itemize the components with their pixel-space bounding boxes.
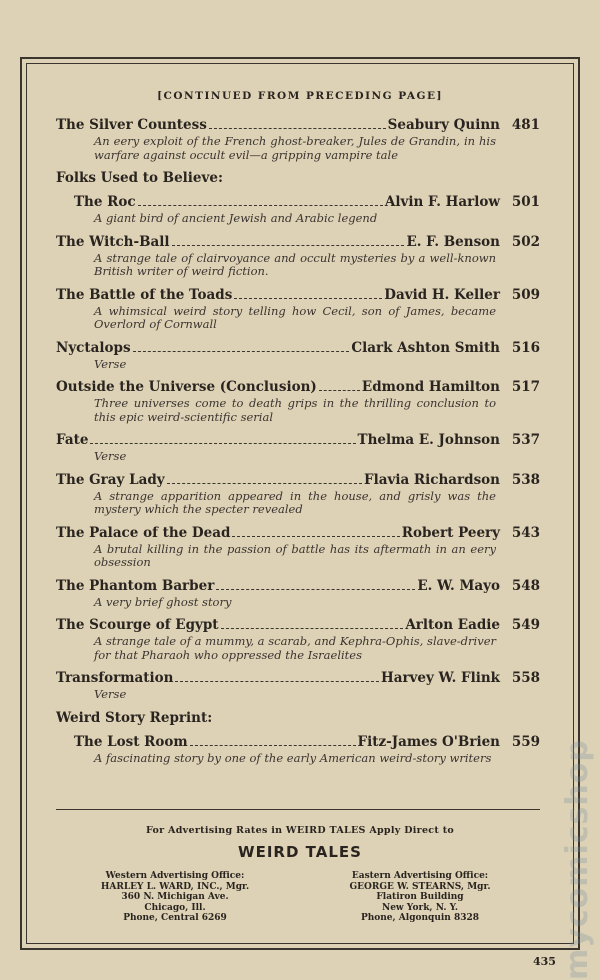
story-description: A fascinating story by one of the early American weird-story writers <box>94 750 492 765</box>
toc-entry <box>56 577 540 610</box>
story-author: Harvey W. Flink <box>380 670 500 686</box>
eastern-office-address: Flatiron Building <box>376 892 464 902</box>
dash-leader <box>172 244 405 246</box>
story-description: Verse <box>94 449 127 463</box>
story-author: Flavia Richardson <box>364 471 500 488</box>
dash-leader <box>232 535 399 537</box>
story-page-number: 517 <box>511 379 540 395</box>
story-page-number: 502 <box>511 233 540 250</box>
continued-label: [CONTINUED FROM PRECEDING PAGE] <box>157 90 443 102</box>
toc-entry-line <box>56 669 540 687</box>
story-page-number: 558 <box>511 670 540 686</box>
toc-entry-line <box>56 431 540 449</box>
story-page-number: 516 <box>511 339 540 356</box>
toc-entry <box>56 233 540 279</box>
toc-entry-line <box>56 616 540 634</box>
toc-entry-line <box>56 233 540 251</box>
story-title: The Palace of the Dead <box>56 524 231 541</box>
dash-leader <box>138 204 383 206</box>
story-description: A giant bird of ancient Jewish and Arabic legend <box>94 211 378 225</box>
toc-entry <box>56 524 540 570</box>
western-office <box>45 871 305 924</box>
toc-entry-line <box>56 339 540 357</box>
toc-entry-line <box>56 378 540 396</box>
toc-entry <box>56 339 540 372</box>
toc-entry <box>56 471 540 517</box>
toc-entry-line <box>56 524 540 542</box>
story-description: Verse <box>94 687 127 701</box>
toc-entry-line <box>56 471 540 489</box>
page-number: 435 <box>533 955 556 968</box>
story-author: Robert Peery <box>401 524 500 541</box>
advertising-line: For Advertising Rates in WEIRD TALES Apply Direct to <box>145 825 455 836</box>
story-page-number: 543 <box>511 524 540 541</box>
toc-entry-line <box>56 733 540 751</box>
table-of-contents <box>56 116 540 765</box>
story-page-number: 501 <box>511 194 540 210</box>
story-title: Nyctalops <box>56 339 131 356</box>
advertising-heading: WEIRD TALES <box>238 843 362 861</box>
dash-leader <box>209 127 386 129</box>
story-description: A strange apparition appeared in the house, and grisly was the mystery which the specter revealed <box>94 488 496 516</box>
story-author: Arlton Eadie <box>405 617 500 633</box>
eastern-office-label: Eastern Advertising Office: <box>351 871 489 881</box>
story-author: Thelma E. Johnson <box>357 432 500 448</box>
dash-leader <box>221 627 404 629</box>
toc-entry <box>56 733 540 766</box>
toc-entry-line <box>56 577 540 595</box>
story-page-number: 559 <box>511 733 540 750</box>
dash-leader <box>175 680 378 682</box>
section-header: Weird Story Reprint: <box>56 709 213 726</box>
eastern-office-name: GEORGE W. STEARNS, Mgr. <box>349 881 491 892</box>
story-description: A whimsical weird story telling how Cecil, son of James, became Overlord of Cornwall <box>94 303 496 331</box>
story-author: Clark Ashton Smith <box>351 339 500 356</box>
toc-entry-line <box>56 116 540 134</box>
western-office-name: HARLEY L. WARD, INC., Mgr. <box>100 881 250 892</box>
toc-entry-line <box>56 193 540 211</box>
story-description: A strange tale of clairvoyance and occult mysteries by a well-known British writer of weird fiction. <box>94 250 496 278</box>
story-title: The Roc <box>74 194 136 210</box>
story-author: Seabury Quinn <box>387 117 500 133</box>
toc-entry <box>56 286 540 332</box>
story-author: Alvin F. Harlow <box>384 194 500 210</box>
story-title: The Gray Lady <box>56 471 165 488</box>
story-description: An eery exploit of the French ghost-breaker, Jules de Grandin, in his warfare against occult evil—a gripping vampire tale <box>94 134 496 162</box>
story-author: Edmond Hamilton <box>361 379 500 395</box>
western-office-city: Chicago, Ill. <box>144 902 206 913</box>
western-office-label: Western Advertising Office: <box>105 871 245 881</box>
dash-leader <box>90 442 355 444</box>
story-title: The Silver Countess <box>56 117 207 133</box>
story-title: The Lost Room <box>74 733 188 750</box>
story-author: E. W. Mayo <box>417 577 500 594</box>
toc-entry <box>56 669 540 702</box>
dash-leader <box>133 350 350 352</box>
toc-entry <box>56 116 540 162</box>
dash-leader <box>190 744 356 746</box>
story-description: Three universes come to death grips in the thrilling conclusion to this epic weird-scientific serial <box>94 396 496 424</box>
story-author: Fitz-James O'Brien <box>357 733 500 750</box>
divider <box>56 809 540 810</box>
toc-entry <box>56 431 540 464</box>
western-office-phone: Phone, Central 6269 <box>123 913 227 923</box>
toc-entry <box>56 193 540 226</box>
story-author: E. F. Benson <box>406 233 500 250</box>
dash-leader <box>234 297 382 299</box>
story-page-number: 549 <box>511 617 540 633</box>
story-page-number: 509 <box>511 286 540 303</box>
western-office-address: 360 N. Michigan Ave. <box>121 892 229 902</box>
section-header: Folks Used to Believe: <box>56 170 223 186</box>
story-page-number: 537 <box>511 432 540 448</box>
story-title: The Phantom Barber <box>56 577 215 594</box>
eastern-office-phone: Phone, Algonquin 8328 <box>360 913 480 923</box>
toc-entry <box>56 378 540 424</box>
watermark: mycomicshop <box>560 739 595 980</box>
story-title: The Witch-Ball <box>56 233 170 250</box>
story-page-number: 548 <box>511 577 540 594</box>
story-title: Transformation <box>56 670 174 686</box>
story-title: Fate <box>56 432 89 448</box>
dash-leader <box>319 389 360 391</box>
dash-leader <box>167 482 362 484</box>
toc-entry <box>56 616 540 662</box>
story-description: Verse <box>94 356 127 371</box>
story-page-number: 538 <box>511 471 540 488</box>
story-title: The Battle of the Toads <box>56 286 233 303</box>
story-title: Outside the Universe (Conclusion) <box>56 379 317 395</box>
toc-entry-line <box>56 286 540 304</box>
story-description: A brutal killing in the passion of battle has its aftermath in an eery obsession <box>94 541 496 569</box>
eastern-office-city: New York, N. Y. <box>381 902 459 913</box>
story-description: A strange tale of a mummy, a scarab, and Kephra-Ophis, slave-driver for that Pharaoh who oppressed the Israelites <box>94 634 496 662</box>
dash-leader <box>216 588 415 590</box>
story-description: A very brief ghost story <box>94 594 232 609</box>
story-author: David H. Keller <box>384 286 500 303</box>
story-page-number: 481 <box>511 117 540 133</box>
eastern-office <box>290 871 550 924</box>
story-title: The Scourge of Egypt <box>56 617 219 633</box>
